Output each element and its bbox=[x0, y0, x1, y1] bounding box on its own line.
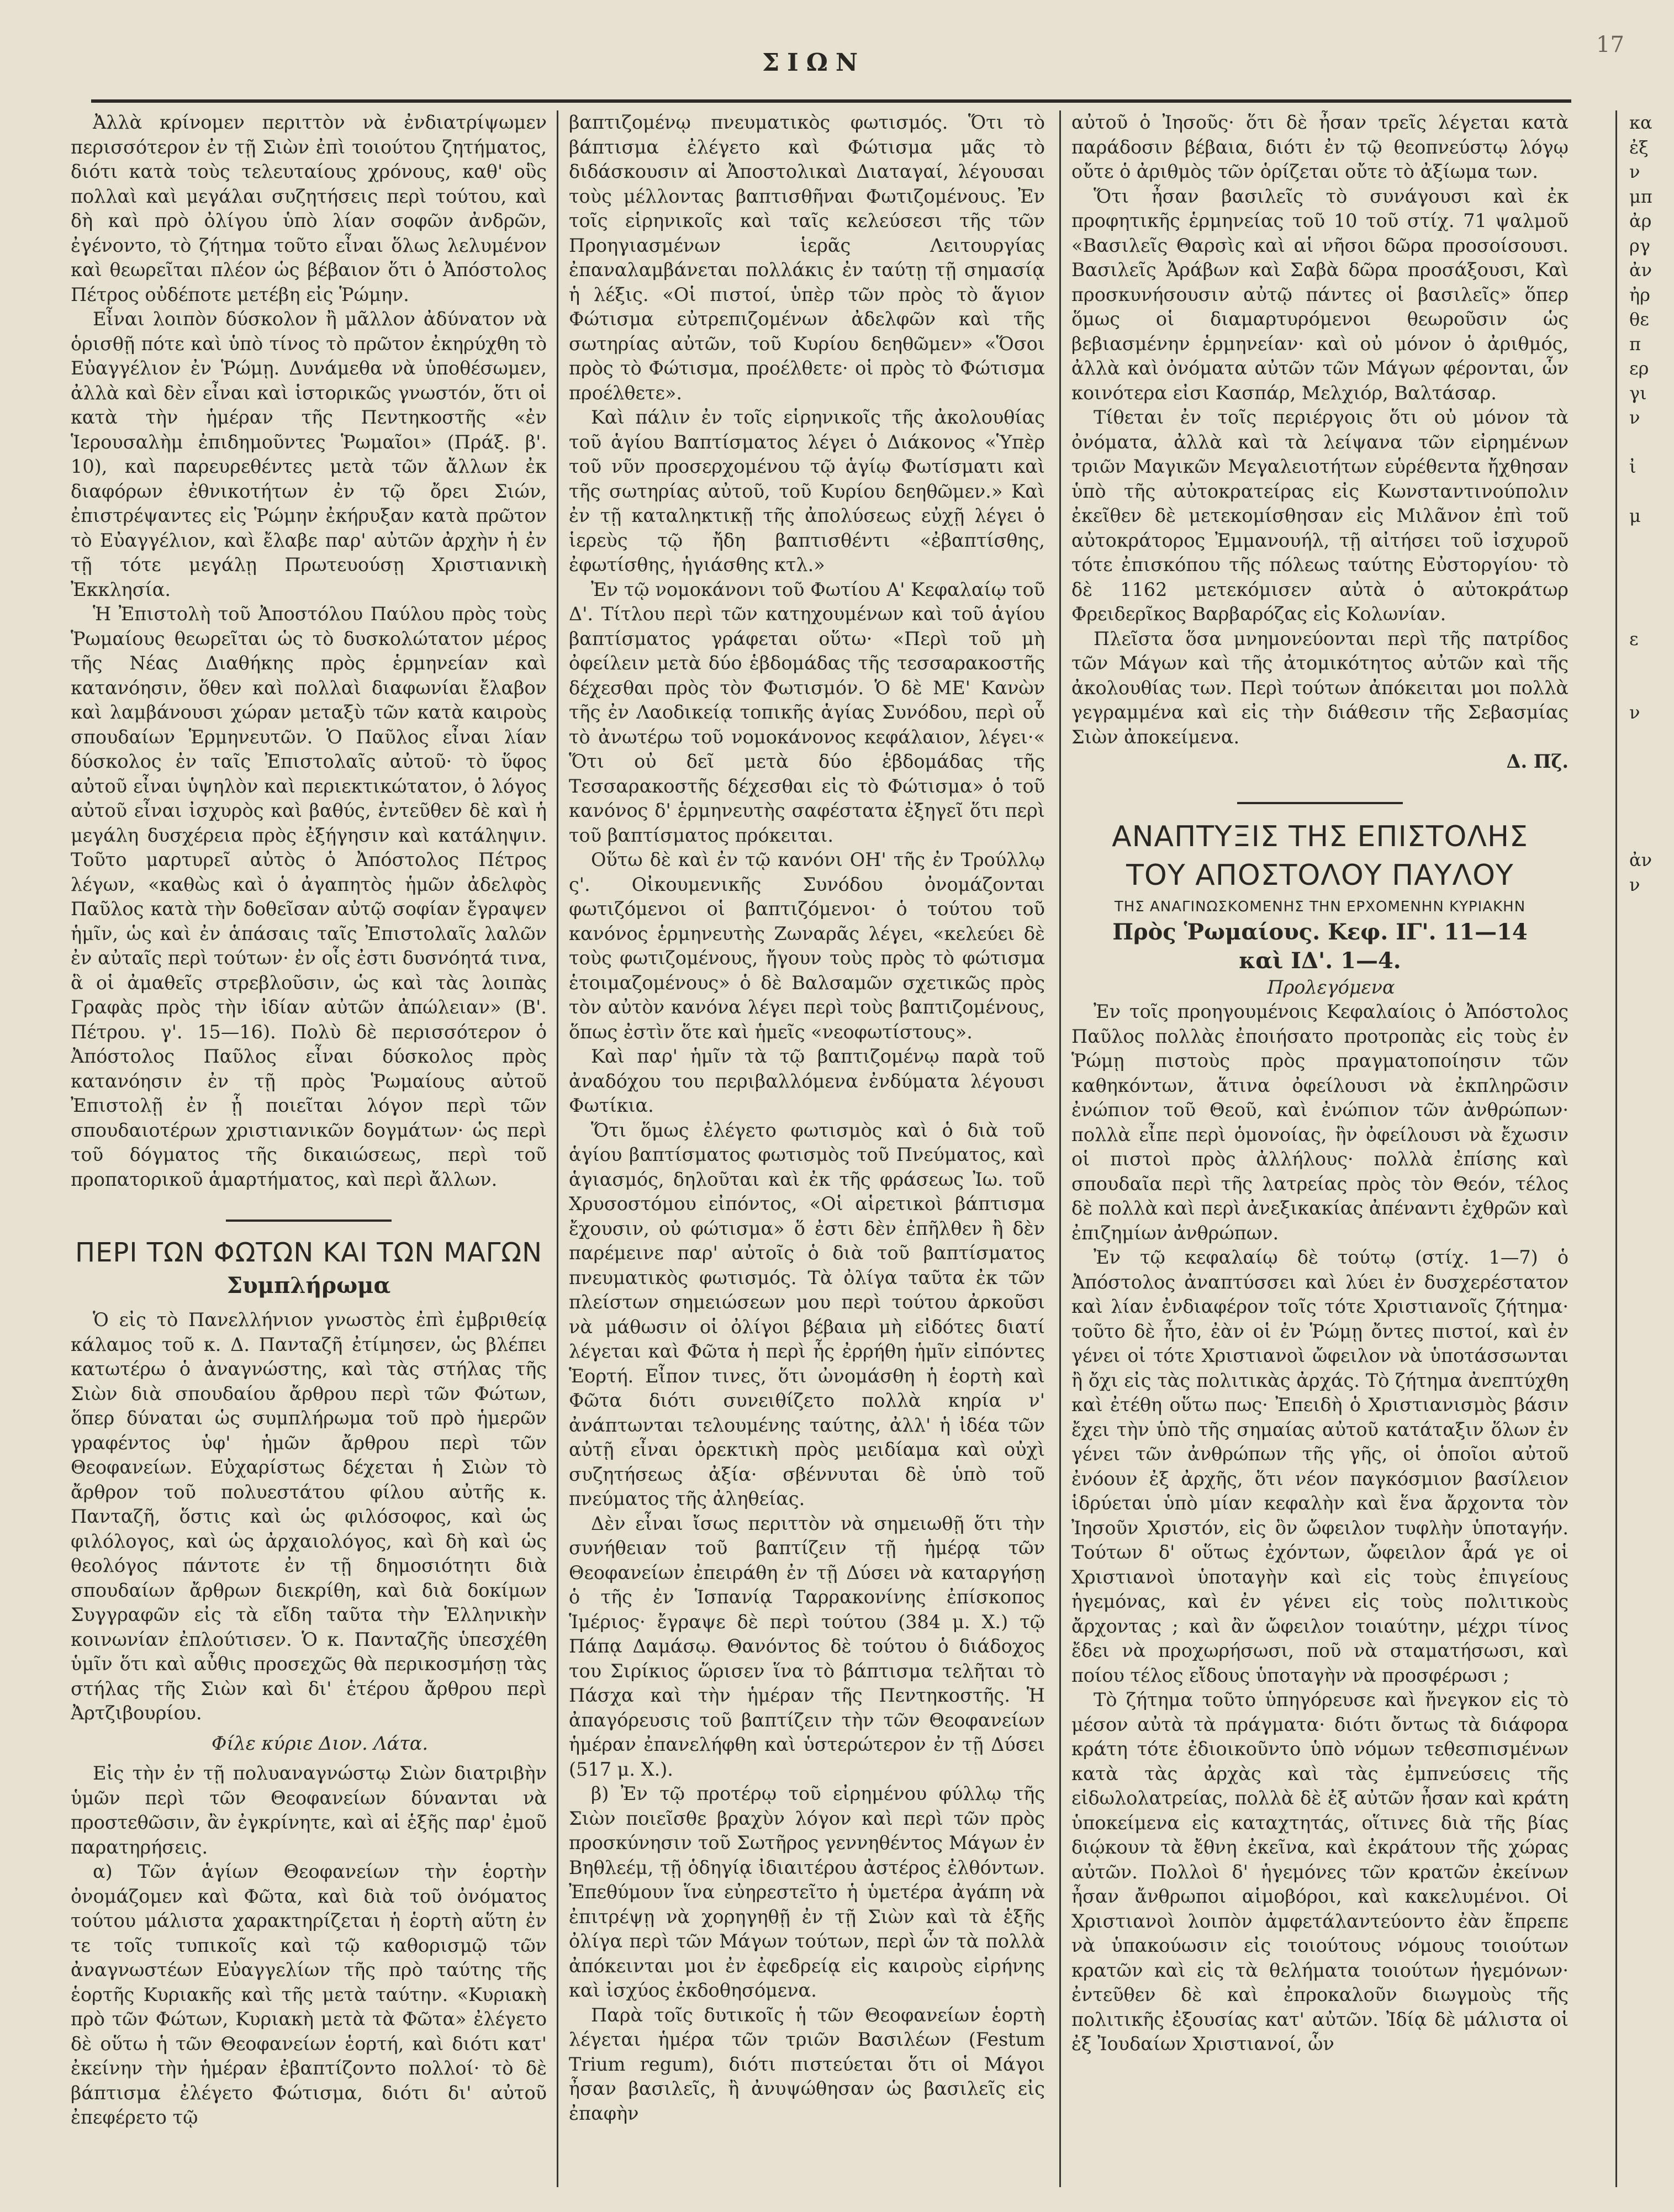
column-divider bbox=[1615, 110, 1617, 2187]
article-title: ΑΝΑΠΤΥΞΙΣ ΤΗΣ ΕΠΙΣΤΟΛΗΣ bbox=[1112, 820, 1528, 853]
text-fragment bbox=[1629, 2003, 1674, 2028]
text-fragment bbox=[1629, 2028, 1674, 2052]
text-fragment bbox=[1629, 1880, 1674, 1905]
text-fragment: ἀν bbox=[1629, 260, 1652, 281]
article-title: ΠΕΡΙ ΤΩΝ ΦΩΤΩΝ ΚΑΙ ΤΩΝ ΜΑΓΩΝ bbox=[75, 1237, 543, 1268]
text-fragment bbox=[1629, 578, 1674, 603]
paragraph: Δὲν εἶναι ἴσως περιττὸν νὰ σημειωθῇ ὅτι τὴν συνήθειαν τοῦ βαπτίζειν τῇ ἡμέρᾳ τῶν Θεοφανείων ἐπειράθη ἐν τῇ Δύσει νὰ καταργήσῃ ὁ τῆς ἐν Ἱσπανίᾳ Ταρρακονίνης ἐπίσκοπος Ἱμέριος· ἔγραψε δὲ περὶ τούτου (384 μ. Χ.) τῷ Πάπᾳ Δαμάσῳ. Θανόντος δὲ τούτου ὁ διάδοχος του Σιρίκιος ὥρισεν ἵνα τὸ βάπτισμα τελῆται τὸ Πάσχα καὶ τὴν ἡμέραν τῆς Πεντηκοστῆς. Ἡ ἀπαγόρευσις τοῦ βαπτίζειν τὴν τῶν Θεοφανείων ἡμέραν ἐπανελήφθη καὶ ὑστερώτερον ἐν τῇ Δύσει (517 μ. Χ.). bbox=[569, 1512, 1045, 1780]
column-3 bbox=[1071, 110, 1569, 2187]
column-1 bbox=[71, 110, 547, 2187]
text-fragment bbox=[1629, 1905, 1674, 1930]
text-fragment bbox=[1629, 1438, 1674, 1463]
paragraph: Εἰς τὴν ἐν τῇ πολυαναγνώστῳ Σιὼν διατριβὴν ὑμῶν περὶ τῶν Θεοφανείων δύνανται νὰ προστεθῶσιν, ἂν ἐγκρίνητε, καὶ αἱ ἑξῆς παρ' ἐμοῦ παρατηρήσεις. bbox=[71, 1762, 547, 1858]
column-divider bbox=[1059, 110, 1061, 2187]
text-fragment bbox=[1629, 1241, 1674, 1266]
section-separator bbox=[226, 1219, 392, 1222]
text-fragment: ν bbox=[1629, 702, 1640, 723]
text-fragment: γι bbox=[1629, 382, 1647, 404]
text-fragment bbox=[1629, 1856, 1674, 1881]
masthead-title: ΣΙΩΝ bbox=[762, 49, 866, 77]
text-fragment bbox=[1629, 602, 1674, 627]
paragraph: Ἐν τῷ κεφαλαίῳ δὲ τούτῳ (στίχ. 1—7) ὁ Ἀπόστολος ἀναπτύσσει καὶ λύει ἐν δυσχερέστατον καὶ λίαν ἐνδιαφέρον τοῖς τότε Χριστιανοῖς ζήτημα· τοῦτο δὲ ἦτο, ἐὰν οἱ ἐν Ῥώμῃ ὄντες πιστοί, καὶ ἐν γένει οἱ τότε Χριστιανοὶ ὤφειλον νὰ ὑποτάσσωνται ἢ ὄχι εἰς τὰς πολιτικὰς ἀρχάς. Τὸ ζήτημα ἀνεπτύχθη καὶ ἐτέθη οὕτω πως· Ἐπειδὴ ὁ Χριστιανισμὸς βάσιν ἔχει τὴν ὑπὸ τῆς σημαίας αὐτοῦ κατάταξιν ὅλων ἐν γένει τῶν ἀνθρώπων τῆς γῆς, οἱ ὁποῖοι αὐτοῦ ἐνόουν ἐξ ἀρχῆς, ὅτι νέον παγκόσμιον βασίλειον ἱδρύεται ὑπὸ μίαν κεφαλὴν καὶ ἕνα ἄρχοντα τὸν Ἰησοῦν Χριστόν, εἰς ὃν ὤφειλον τυφλὴν ὑποταγήν. Τούτων δ' οὕτως ἐχόντων, ὤφειλον ἆρά γε οἱ Χριστιανοὶ ὑποταγὴν καὶ εἰς τοὺς ἐπιγείους ἡγεμόνας, καὶ ἐν γένει εἰς τοὺς πολιτικοὺς ἄρχοντας ; καὶ ἂν ὤφειλον τοιαύτην, μέχρι τίνος ἔδει νὰ προχωρήσωσι, ποῦ νὰ σταματήσωσι, καὶ ποίου τέλος εἴδους ὑποταγὴν νὰ προσφέρωσι ; bbox=[1071, 1247, 1569, 1686]
text-fragment bbox=[1629, 749, 1674, 774]
section-separator bbox=[1237, 802, 1403, 804]
text-fragment bbox=[1629, 995, 1674, 1020]
paragraph: Παρὰ τοῖς δυτικοῖς ἡ τῶν Θεοφανείων ἑορτὴ λέγεται ἡμέρα τῶν τριῶν Βασιλέων (Festum Trium regum), διότι πιστεύεται ὅτι οἱ Μάγοι ἦσαν βασιλεῖς, ἢ ἀνυψώθησαν ὡς βασιλεῖς εἰς ἐπαφὴν bbox=[569, 2004, 1045, 2124]
salutation: Φίλε κύριε Διον. Λάτα. bbox=[211, 1732, 429, 1754]
paragraph: β) Ἐν τῷ προτέρῳ τοῦ εἰρημένου φύλλῳ τῆς Σιὼν ποιεῖσθε βραχὺν λόγον καὶ περὶ τῶν πρὸς προσκύνησιν τοῦ Σωτῆρος γεννηθέντος Μάγων ἐν Βηθλεέμ, τῇ ὁδηγίᾳ ἰδιαιτέρου ἀστέρος ἐλθόντων. Ἐπεθύμουν ἵνα εὐηρεστεῖτο ἡ ὑμετέρα ἀγάπη νὰ ἐπιτρέψῃ νὰ χορηγηθῇ ἐν τῇ Σιὼν καὶ τὰ ἑξῆς ὀλίγα περὶ τῶν Μάγων τούτων, περὶ ὧν τὰ πολλὰ ἀπόκεινται μοι ἐν ἐφεδρείᾳ εἰς καιροὺς εἰρήνης καὶ ἰσχύος ἐκδοθησόμενα. bbox=[569, 1783, 1045, 2001]
column-2 bbox=[569, 110, 1045, 2187]
text-fragment bbox=[1629, 1192, 1674, 1217]
paragraph: Οὕτω δὲ καὶ ἐν τῷ κανόνι ΟΗ' τῆς ἐν Τρούλλῳ ς'. Οἰκουμενικῆς Συνόδου ὀνομάζονται φωτιζόμενοι οἱ βαπτιζόμενοι· ὁ τούτου τοῦ κανόνος ἑρμηνευτὴς Ζωναρᾶς λέγει, «κελεύει δὲ τοὺς φωτιζομένους, ἤγουν τοὺς πρὸς τὸ φώτισμα ἑτοιμαζομένους» ὁ δὲ Βαλσαμῶν σχετικῶς πρὸς τὸν αὐτὸν κανόνα λέγει περὶ τοὺς βαπτιζομένους, ὅπως ἐστὶν ὅτε καὶ ἡμεῖς «νεοφωτίστους». bbox=[569, 849, 1045, 1043]
paragraph: Ἐν τοῖς προηγουμένοις Κεφαλαίοις ὁ Ἀπόστολος Παῦλος πολλὰς ἐποιήσατο προτροπὰς εἰς τοὺς ἐν Ῥώμῃ πιστοὺς πρὸς πραγματοποίησιν τῶν καθηκόντων, ἅτινα ὀφείλουσι νὰ ἐκπληρῶσιν ἐνώπιον τοῦ Θεοῦ, καὶ ἐνώπιον τῶν ἀνθρώπων· πολλὰ εἶπε περὶ ὁμονοίας, ἣν ὀφείλουσι νὰ ἔχωσιν οἱ πιστοὶ πρὸς ἀλλήλους· πολλὰ ἐπίσης καὶ σπουδαῖα περὶ τῆς λατρείας πρὸς τὸν Θεόν, τέλος δὲ πολλὰ καὶ περὶ ἀνεξικακίας ἀπέναντι ἐχθρῶν καὶ ἐπιζημίων ἀνθρώπων. bbox=[1071, 1001, 1569, 1244]
text-fragment bbox=[1629, 1339, 1674, 1364]
text-fragment bbox=[1629, 1659, 1674, 1684]
text-fragment bbox=[1629, 676, 1674, 701]
text-fragment: μπ bbox=[1629, 186, 1652, 207]
text-fragment bbox=[1629, 2175, 1674, 2187]
text-fragment bbox=[1629, 1020, 1674, 1045]
text-fragment bbox=[1629, 1266, 1674, 1291]
paragraph: Εἶναι λοιπὸν δύσκολον ἢ μᾶλλον ἀδύνατον νὰ ὁρισθῇ πότε καὶ ὑπὸ τίνος τὸ πρῶτον ἐκηρύχθη τὸ Εὐαγγέλιον ἐν Ῥώμῃ. Δυνάμεθα νὰ ὑποθέσωμεν, ἀλλὰ καὶ δὲν εἶναι καὶ ἱστορικῶς γνωστόν, ὅτι οἱ κατὰ τὴν ἡμέραν τῆς Πεντηκοστῆς «ἐν Ἱερουσαλὴμ ἐπιδημοῦντες Ῥωμαῖοι» (Πράξ. β'. 10), καὶ παρευρεθέντες μετὰ τῶν ἄλλων ἐκ διαφόρων ἐθνικοτήτων ἐν τῷ ὄρει Σιών, ἐπιστρέψαντες εἰς Ῥώμην ἐκήρυξαν κατὰ πρῶτον τὸ Εὐαγγέλιον, καὶ ἔλαβε παρ' αὐτῶν ἀρχὴν ἡ ἐν τῇ τότε μεγάλῃ Πρωτευούσῃ Χριστιανικὴ Ἐκκλησία. bbox=[71, 308, 547, 600]
text-fragment bbox=[1629, 1290, 1674, 1315]
paragraph: Ἡ Ἐπιστολὴ τοῦ Ἀποστόλου Παύλου πρὸς τοὺς Ῥωμαίους θεωρεῖται ὡς τὸ δυσκολώτατον μέρος τῆς Νέας Διαθήκης πρὸς ἑρμηνείαν καὶ κατανόησιν, ὅθεν καὶ πολλαὶ διαφωνίαι ἔλαβον καὶ λαμβάνουσι χώραν μεταξὺ τῶν κατὰ καιροὺς σπουδαίων Ἑρμηνευτῶν. Ὁ Παῦλος εἶναι λίαν δύσκολος ἐν ταῖς Ἐπιστολαῖς αὐτοῦ· τὸ ὕφος αὐτοῦ εἶναι ὑψηλὸν καὶ περιεκτικώτατον, ὁ λόγος αὐτοῦ εἶναι ἰσχυρὸς καὶ βαθύς, ἐντεῦθεν δὲ καὶ ἡ μεγάλη δυσχέρεια πρὸς ἐξήγησιν καὶ κατάληψιν. Τοῦτο μαρτυρεῖ αὐτὸς ὁ Ἀπόστολος Πέτρος λέγων, «καθὼς καὶ ὁ ἀγαπητὸς ἡμῶν ἀδελφὸς Παῦλος κατὰ τὴν δοθεῖσαν αὐτῷ σοφίαν ἔγραψεν ἡμῖν, ὡς καὶ ἐν ἁπάσαις ταῖς Ἐπιστολαῖς λαλῶν ἐν αὐταῖς περὶ τούτων· ἐν οἷς ἐστι δυσνόητά τινα, ἃ οἱ ἀμαθεῖς στρεβλοῦσιν, ὡς καὶ τὰς λοιπὰς Γραφὰς πρὸς τὴν ἰδίαν αὐτῶν ἀπώλειαν» (Β'. Πέτρου. γ'. 15—16). Πολὺ δὲ περισσότερον ὁ Ἀπόστολος Παῦλος εἶναι δύσκολος πρὸς κατανόησιν ἐν τῇ πρὸς Ῥωμαίους αὐτοῦ Ἐπιστολῇ ἐν ᾗ ποιεῖται λόγον περὶ τῶν σπουδαιοτέρων χριστιανικῶν δογμάτων· ὡς περὶ τοῦ δόγματος τῆς δικαιώσεως, περὶ τοῦ προπατορικοῦ ἁμαρτήματος, καὶ περὶ ἄλλων. bbox=[71, 603, 547, 1190]
paragraph: Τίθεται ἐν τοῖς περιέργοις ὅτι οὐ μόνον τὰ ὀνόματα, ἀλλὰ καὶ τὰ λείψανα τῶν εἰρημένων τριῶν Μαγικῶν Μεγαλειοτήτων εὑρέθεντα ἤχθησαν ὑπὸ τῆς αὐτοκρατείρας εἰς Κωνσταντινούπολιν ἐκεῖθεν δὲ μετεκομίσθησαν εἰς Μιλᾶνον ἐπὶ τοῦ αὐτοκράτορος Ἐμμανουήλ, τῇ αἰτήσει τοῦ ἰσχυροῦ τότε ἐπισκόπου τῆς πόλεως ταύτης Εὐστοργίου· τὸ δὲ 1162 μετεκόμισεν αὐτὰ ὁ αὐτοκράτωρ Φρειδερῖκος Βαρβαρόζας εἰς Κολωνίαν. bbox=[1071, 406, 1569, 625]
text-fragment bbox=[1629, 1094, 1674, 1118]
paragraph: Καὶ παρ' ἡμῖν τὰ τῷ βαπτιζομένῳ παρὰ τοῦ ἀναδόχου του περιβαλλόμενα ἐνδύματα λέγουσι Φωτίκια. bbox=[569, 1046, 1045, 1116]
paragraph: Τὸ ζήτημα τοῦτο ὑπηγόρευσε καὶ ἤνεγκον εἰς τὸ μέσον αὐτὰ τὰ πράγματα· διότι ὄντως τὰ διάφορα κράτη τότε ἐδιοικοῦντο ὑπὸ νόμων τεθεσπισμένων κατὰ τὰς ἀρχὰς καὶ τὰς ἐμπνεύσεις τῆς εἰδωλολατρείας, πολλὰ δὲ ἐξ αὐτῶν ἦσαν καὶ κράτη ὑποκείμενα εἰς καταχτητάς, οἵτινες διὰ τῆς βίας διῴκουν τὰ ἔθνη ἐκεῖνα, καὶ ἐκράτουν τῆς χώρας αὐτῶν. Πολλοὶ δ' ἡγεμόνες τῶν κρατῶν ἐκείνων ἦσαν ἄνθρωποι αἱμοβόροι, καὶ κακελυμένοι. Οἱ Χριστιανοὶ λοιπὸν ἀμφετάλαντεύοντο ἐὰν ἔπρεπε νὰ ὑπακούωσιν εἰς τοιούτους νόμους τοιούτων κρατῶν καὶ εἰς τὰ θελήματα τοιούτων ἡγεμόνων· ἐντεῦθεν δὲ καὶ ἐπροκαλοῦν διωγμοὺς τῆς πολιτικῆς ἐξουσίας κατ' αὐτῶν. Ἰδίᾳ δὲ μάλιστα οἱ ἐξ Ἰουδαίων Χριστιανοί, ὧν bbox=[1071, 1689, 1569, 2055]
paragraph: βαπτιζομένῳ πνευματικὸς φωτισμός. Ὅτι τὸ βάπτισμα ἐλέγετο καὶ Φώτισμα μᾶς τὸ διδάσκουσιν αἱ Ἀποστολικαὶ Διαταγαί, λέγουσαι τοὺς μέλλοντας βαπτισθῆναι Φωτιζομένους. Ἐν τοῖς εἱρηνικοῖς καὶ ταῖς κελεύσεσι τῆς τῶν Προηγιασμένων ἱερᾶς Λειτουργίας ἐπαναλαμβάνεται πολλάκις ἐν ταύτῃ τῇ σημασίᾳ ἡ λέξις. «Οἱ πιστοί, ὑπὲρ τῶν πρὸς τὸ ἅγιον Φώτισμα εὐτρεπιζομένων ἀδελφῶν καὶ τῆς σωτηρίας αὐτῶν, τοῦ Κυρίου δεηθῶμεν» «Ὅσοι πρὸς τὸ Φώτισμα, προέλθετε· οἱ πρὸς τὸ Φώτισμα προέλθετε». bbox=[569, 112, 1045, 404]
text-fragment: ἐξ bbox=[1629, 136, 1649, 158]
paragraph: Πλεῖστα ὅσα μνημονεύονται περὶ τῆς πατρίδος τῶν Μάγων καὶ τῆς ἀτομικότητος αὐτῶν καὶ τῆς ἀκολουθίας των. Περὶ τούτων ἀπόκειται μοι πολλὰ γεγραμμένα καὶ εἰς τὴν διάθεσιν τῆς Σεβασμίας Σιὼν ἀποκείμενα. bbox=[1071, 627, 1569, 748]
text-fragment: π bbox=[1629, 333, 1641, 355]
text-fragment bbox=[1629, 799, 1674, 823]
text-fragment: ἠρ bbox=[1629, 284, 1650, 305]
paragraph: Ἐν τῷ νομοκάνονι τοῦ Φωτίου Α' Κεφαλαίῳ τοῦ Δ'. Τίτλου περὶ τῶν κατηχουμένων καὶ τοῦ ἁγίου βαπτίσματος γράφεται οὕτω· «Περὶ τοῦ μὴ ὀφείλειν μετὰ δύο ἑβδομάδας τῆς τεσσαρακοστῆς δέχεσθαι πρὸς τὸν Φωτισμόν. Ὁ δὲ ΜΕ' Κανὼν τῆς ἐν Λαοδικείᾳ τοπικῆς ἁγίας Συνόδου, περὶ οὗ τὸ ἀνωτέρω τοῦ νομοκάνονος κεφάλαιον, λέγει·« Ὅτι οὐ δεῖ μετὰ δύο ἑβδομάδας τῆς Τεσσαρακοστῆς δέχεσθαι εἰς τὸ Φώτισμα» ὁ τοῦ κανόνος δ' ἑρμηνευτὴς σαφέστατα ἐξηγεῖ ὅτι περὶ τοῦ βαπτίσματος πρόκειται. bbox=[569, 578, 1045, 846]
article-subtitle: Συμπλήρωμα bbox=[226, 1273, 391, 1298]
text-fragment bbox=[1629, 1683, 1674, 1708]
article-title: ΤΟΥ ΑΠΟΣΤΟΛΟΥ ΠΑΥΛΟΥ bbox=[1126, 858, 1514, 892]
text-fragment bbox=[1629, 1954, 1674, 1979]
text-fragment bbox=[1629, 1118, 1674, 1143]
article-heading: καὶ ΙΔ'. 1—4. bbox=[1239, 947, 1401, 974]
paragraph: Ὁ εἰς τὸ Πανελλήνιον γνωστὸς ἐπὶ ἐμβριθείᾳ κάλαμος τοῦ κ. Δ. Πανταζῆ ἐτίμησεν, ὡς βλέπει κατωτέρω ὁ ἀναγνώστης, καὶ τὰς στήλας τῆς Σιὼν διὰ σπουδαίου ἄρθρου περὶ τῶν Φώτων, ὅπερ δύναται ὡς συμπλήρωμα τοῦ πρὸ ἡμερῶν γραφέντος ὑφ' ἡμῶν ἄρθρου περὶ τῶν Θεοφανείων. Εὐχαρίστως δέχεται ἡ Σιὼν τὸ ἄρθρον τοῦ πολυεστάτου φίλου αὐτῆς κ. Πανταζῆ, ὅστις καὶ ὡς φιλόσοφος, καὶ ὡς φιλόλογος, καὶ ὡς ἀρχαιολόγος, καὶ δὴ καὶ ὡς θεολόγος πάντοτε ἐν τῇ δημοσιότητι διὰ σπουδαίων ἄρθρων διεκρίθη, καὶ διὰ δοκίμων Συγγραφῶν εἰς τὰ εἴδη ταῦτα τὴν Ἑλληνικὴν κοινωνίαν ἐπλούτισεν. Ὁ κ. Πανταζῆς ὑπεσχέθη ὑμῖν ὅτι καὶ αὖθις προσεχῶς θὰ περικοσμήσῃ τὰς στήλας τῆς Σιὼν καὶ δι' ἑτέρου ἄρθρου περὶ Ἀρτζιβουρίου. bbox=[71, 1309, 547, 1724]
text-fragment bbox=[1629, 2052, 1674, 2077]
text-fragment bbox=[1629, 1929, 1674, 1954]
text-fragment bbox=[1629, 1561, 1674, 1586]
text-fragment bbox=[1629, 2151, 1674, 2176]
text-fragment bbox=[1629, 725, 1674, 750]
text-fragment bbox=[1629, 1831, 1674, 1856]
text-fragment bbox=[1629, 971, 1674, 996]
text-fragment bbox=[1629, 1487, 1674, 1512]
paragraph: Καὶ πάλιν ἐν τοῖς εἱρηνικοῖς τῆς ἀκολουθίας τοῦ ἁγίου Βαπτίσματος λέγει ὁ Διάκονος «Ὑπὲρ τοῦ νῦν προσερχομένου τῷ ἁγίῳ Φωτίσματι καὶ τῆς σωτηρίας αὐτοῦ, τοῦ Κυρίου δεηθῶμεν.» Καὶ ἐν τῇ καταληκτικῇ τῆς ἀπολύσεως εὐχῇ λέγει ὁ ἱερεὺς τῷ ἤδη βαπτισθέντι «ἐβαπτίσθης, ἐφωτίσθης, ἡγιάσθης κτλ.» bbox=[569, 406, 1045, 576]
column-4-fragment bbox=[1629, 110, 1674, 2187]
text-fragment: θε bbox=[1629, 309, 1649, 330]
text-fragment bbox=[1629, 2077, 1674, 2102]
text-fragment: ε bbox=[1629, 628, 1639, 650]
paragraph: Ἀλλὰ κρίνομεν περιττὸν νὰ ἐνδιατρίψωμεν περισσότερον ἐν τῇ Σιὼν ἐπὶ τοιούτου ζητήματος, διότι κατὰ τοὺς τελευταίους χρόνους, καθ' οὓς πολλαὶ καὶ μεγάλαι συζητήσεις περὶ τούτου, καὶ δὴ καὶ πρὸ ὀλίγου ὑπὸ λίαν σοφῶν ἀνδρῶν, ἐγένοντο, τὸ ζήτημα τοῦτο εἶναι ὅλως λελυμένον καὶ θεωρεῖται πλέον ὡς βέβαιον ὅτι ὁ Ἀπόστολος Πέτρος οὐδέποτε μετέβη εἰς Ῥώμην. bbox=[71, 112, 547, 305]
article-subline: ΤΗΣ ΑΝΑΓΙΝΩΣΚΟΜΕΝΗΣ ΤΗΝ ΕΡΧΟΜΕΝΗΝ ΚΥΡΙΑΚΗΝ bbox=[1114, 898, 1526, 915]
article-heading: Πρὸς Ῥωμαίους. Κεφ. ΙΓ'. 11—14 bbox=[1112, 918, 1528, 945]
text-fragment bbox=[1629, 479, 1674, 504]
text-fragment bbox=[1629, 774, 1674, 799]
text-fragment bbox=[1629, 1512, 1674, 1537]
text-fragment bbox=[1629, 1610, 1674, 1635]
header-rule bbox=[91, 99, 1571, 103]
text-fragment bbox=[1629, 1044, 1674, 1069]
page-number: 17 bbox=[1596, 32, 1624, 57]
text-fragment bbox=[1629, 1978, 1674, 2003]
paragraph: Ὅτι ὅμως ἐλέγετο φωτισμὸς καὶ ὁ διὰ τοῦ ἁγίου βαπτίσματος φωτισμὸς τοῦ Πνεύματος, καὶ ἁγιασμός, δηλοῦται καὶ ἐκ τῆς φράσεως Ἰω. τοῦ Χρυσοστόμου εἰπόντος, «Οἱ αἱρετικοὶ βάπτισμα ἔχουσιν, οὐ φώτισμα» ὅ ἐστι δὲν ἐπῆλθεν ἢ δὲν παρέμεινε παρ' αὐτοῖς ὁ διὰ τοῦ βαπτίσματος πνευματικὸς φωτισμός. Τὰ ὀλίγα ταῦτα ἐκ τῶν πλείστων σημειώσεων μου περὶ τούτου ἀρκοῦσι νὰ μάθωσιν οἱ ὀλίγοι βέβαια μὴ εἰδότες διατί λέγεται καὶ Φῶτα ἡ περὶ ἧς ἐρρήθη ἡμῖν εἰπόντες Ἑορτή. Εἶπον τινες, ὅτι ὠνομάσθη ἡ ἑορτὴ καὶ Φῶτα διότι συνειθίζετο πολλὰ κηρία ν' ἀνάπτωνται τελουμένης ταύτης, ἀλλ' ἡ ἰδέα τῶν αὐτῇ εἶναι ὀρεκτικὴ πρὸς μειδίαμα καὶ οὐχὶ συζητήσεως ἀξία· σβέννυται δὲ ὑπὸ τοῦ πνεύματος τῆς ἀληθείας. bbox=[569, 1119, 1045, 1509]
text-fragment bbox=[1629, 1069, 1674, 1094]
text-fragment: ν bbox=[1629, 161, 1640, 182]
text-fragment: κα bbox=[1629, 112, 1652, 133]
text-fragment bbox=[1629, 553, 1674, 578]
text-fragment bbox=[1629, 1733, 1674, 1757]
text-fragment bbox=[1629, 823, 1674, 848]
text-fragment bbox=[1629, 430, 1674, 455]
column-divider bbox=[557, 110, 558, 2187]
text-fragment bbox=[1629, 922, 1674, 947]
text-fragment bbox=[1629, 1634, 1674, 1659]
page-header bbox=[0, 0, 1674, 83]
text-fragment: μ bbox=[1629, 505, 1641, 526]
signature: Δ. Πζ. bbox=[1506, 751, 1569, 772]
text-fragment bbox=[1629, 1536, 1674, 1561]
text-fragment bbox=[1629, 1807, 1674, 1831]
text-fragment bbox=[1629, 2126, 1674, 2151]
paragraph: Ὅτι ἦσαν βασιλεῖς τὸ συνάγουσι καὶ ἐκ προφητικῆς ἑρμηνείας τοῦ 10 τοῦ στίχ. 71 ψαλμοῦ «Βασιλεῖς Θαρσὶς καὶ αἱ νῆσοι δῶρα προσοίσουσι. Βασιλεῖς Ἀράβων καὶ Σαβὰ δῶρα προσάξουσι, Καὶ προσκυνήσουσιν αὐτῷ πάντες οἱ βασιλεῖς» ὅπερ ὅμως οἱ διαμαρτυρόμενοι θεωροῦσιν ὡς βεβιασμένην ἑρμηνείαν· καὶ οὐ μόνον ὁ ἀριθμός, ἀλλὰ καὶ ὀνόματα αὐτῶν τῶν Μάγων φέρονται, ὧν κοινότερα εἰσι Κασπάρ, Μελχιόρ, Βαλτάσαρ. bbox=[1071, 185, 1569, 404]
text-fragment bbox=[1629, 1143, 1674, 1168]
text-fragment: ἀν bbox=[1629, 849, 1652, 870]
section-label: Προλεγόμενα bbox=[1267, 976, 1395, 998]
text-fragment bbox=[1629, 1708, 1674, 1733]
text-fragment bbox=[1629, 1757, 1674, 1782]
text-fragment bbox=[1629, 1413, 1674, 1438]
text-fragment bbox=[1629, 1315, 1674, 1340]
text-fragment bbox=[1629, 1168, 1674, 1192]
text-fragment: ερ bbox=[1629, 358, 1649, 379]
text-fragment bbox=[1629, 1585, 1674, 1610]
paragraph: αὐτοῦ ὁ Ἰησοῦς· ὅτι δὲ ἦσαν τρεῖς λέγεται κατὰ παράδοσιν βέβαια, διότι ἐν τῷ θεοπνεύστῳ λόγῳ οὔτε ὁ ἀριθμὸς τῶν ὁρίζεται οὔτε τὸ ἀξίωμα των. bbox=[1071, 112, 1569, 182]
text-fragment bbox=[1629, 1364, 1674, 1389]
text-fragment bbox=[1629, 651, 1674, 676]
text-fragment bbox=[1629, 1389, 1674, 1413]
text-fragment: ἀρ bbox=[1629, 210, 1652, 231]
text-fragment bbox=[1629, 1463, 1674, 1487]
text-fragment bbox=[1629, 897, 1674, 922]
text-fragment bbox=[1629, 946, 1674, 971]
paragraph: α) Τῶν ἁγίων Θεοφανείων τὴν ἑορτὴν ὀνομάζομεν καὶ Φῶτα, καὶ διὰ τοῦ ὀνόματος τούτου μάλιστα χαρακτηρίζεται ἡ ἑορτὴ αὕτη ἐν τε τοῖς τυπικοῖς καὶ τῷ καθορισμῷ τῶν ἀναγνωστέων Εὐαγγελίων τῆς πρὸ ταύτης τῆς ἑορτῆς Κυριακῆς καὶ τῆς μετὰ ταύτην. «Κυριακὴ πρὸ τῶν Φώτων, Κυριακὴ μετὰ τὰ Φῶτα» ἐλέγετο δὲ οὕτω ἡ τῶν Θεοφανείων ἑορτή, καὶ διότι κατ' ἐκείνην τὴν ἡμέραν ἐβαπτίζοντο πολλοί· τὸ δὲ βάπτισμα ἐλέγετο Φώτισμα, διότι δι' αὐτοῦ ἐπεφέρετο τῷ bbox=[71, 1861, 547, 2128]
text-fragment: ργ bbox=[1629, 235, 1650, 256]
text-fragment: ν bbox=[1629, 874, 1640, 895]
text-fragment bbox=[1629, 529, 1674, 553]
text-fragment bbox=[1629, 1217, 1674, 1242]
text-fragment: ἰ bbox=[1629, 456, 1636, 477]
text-fragment bbox=[1629, 1782, 1674, 1807]
text-fragment: ν bbox=[1629, 407, 1640, 428]
text-fragment bbox=[1629, 2102, 1674, 2126]
